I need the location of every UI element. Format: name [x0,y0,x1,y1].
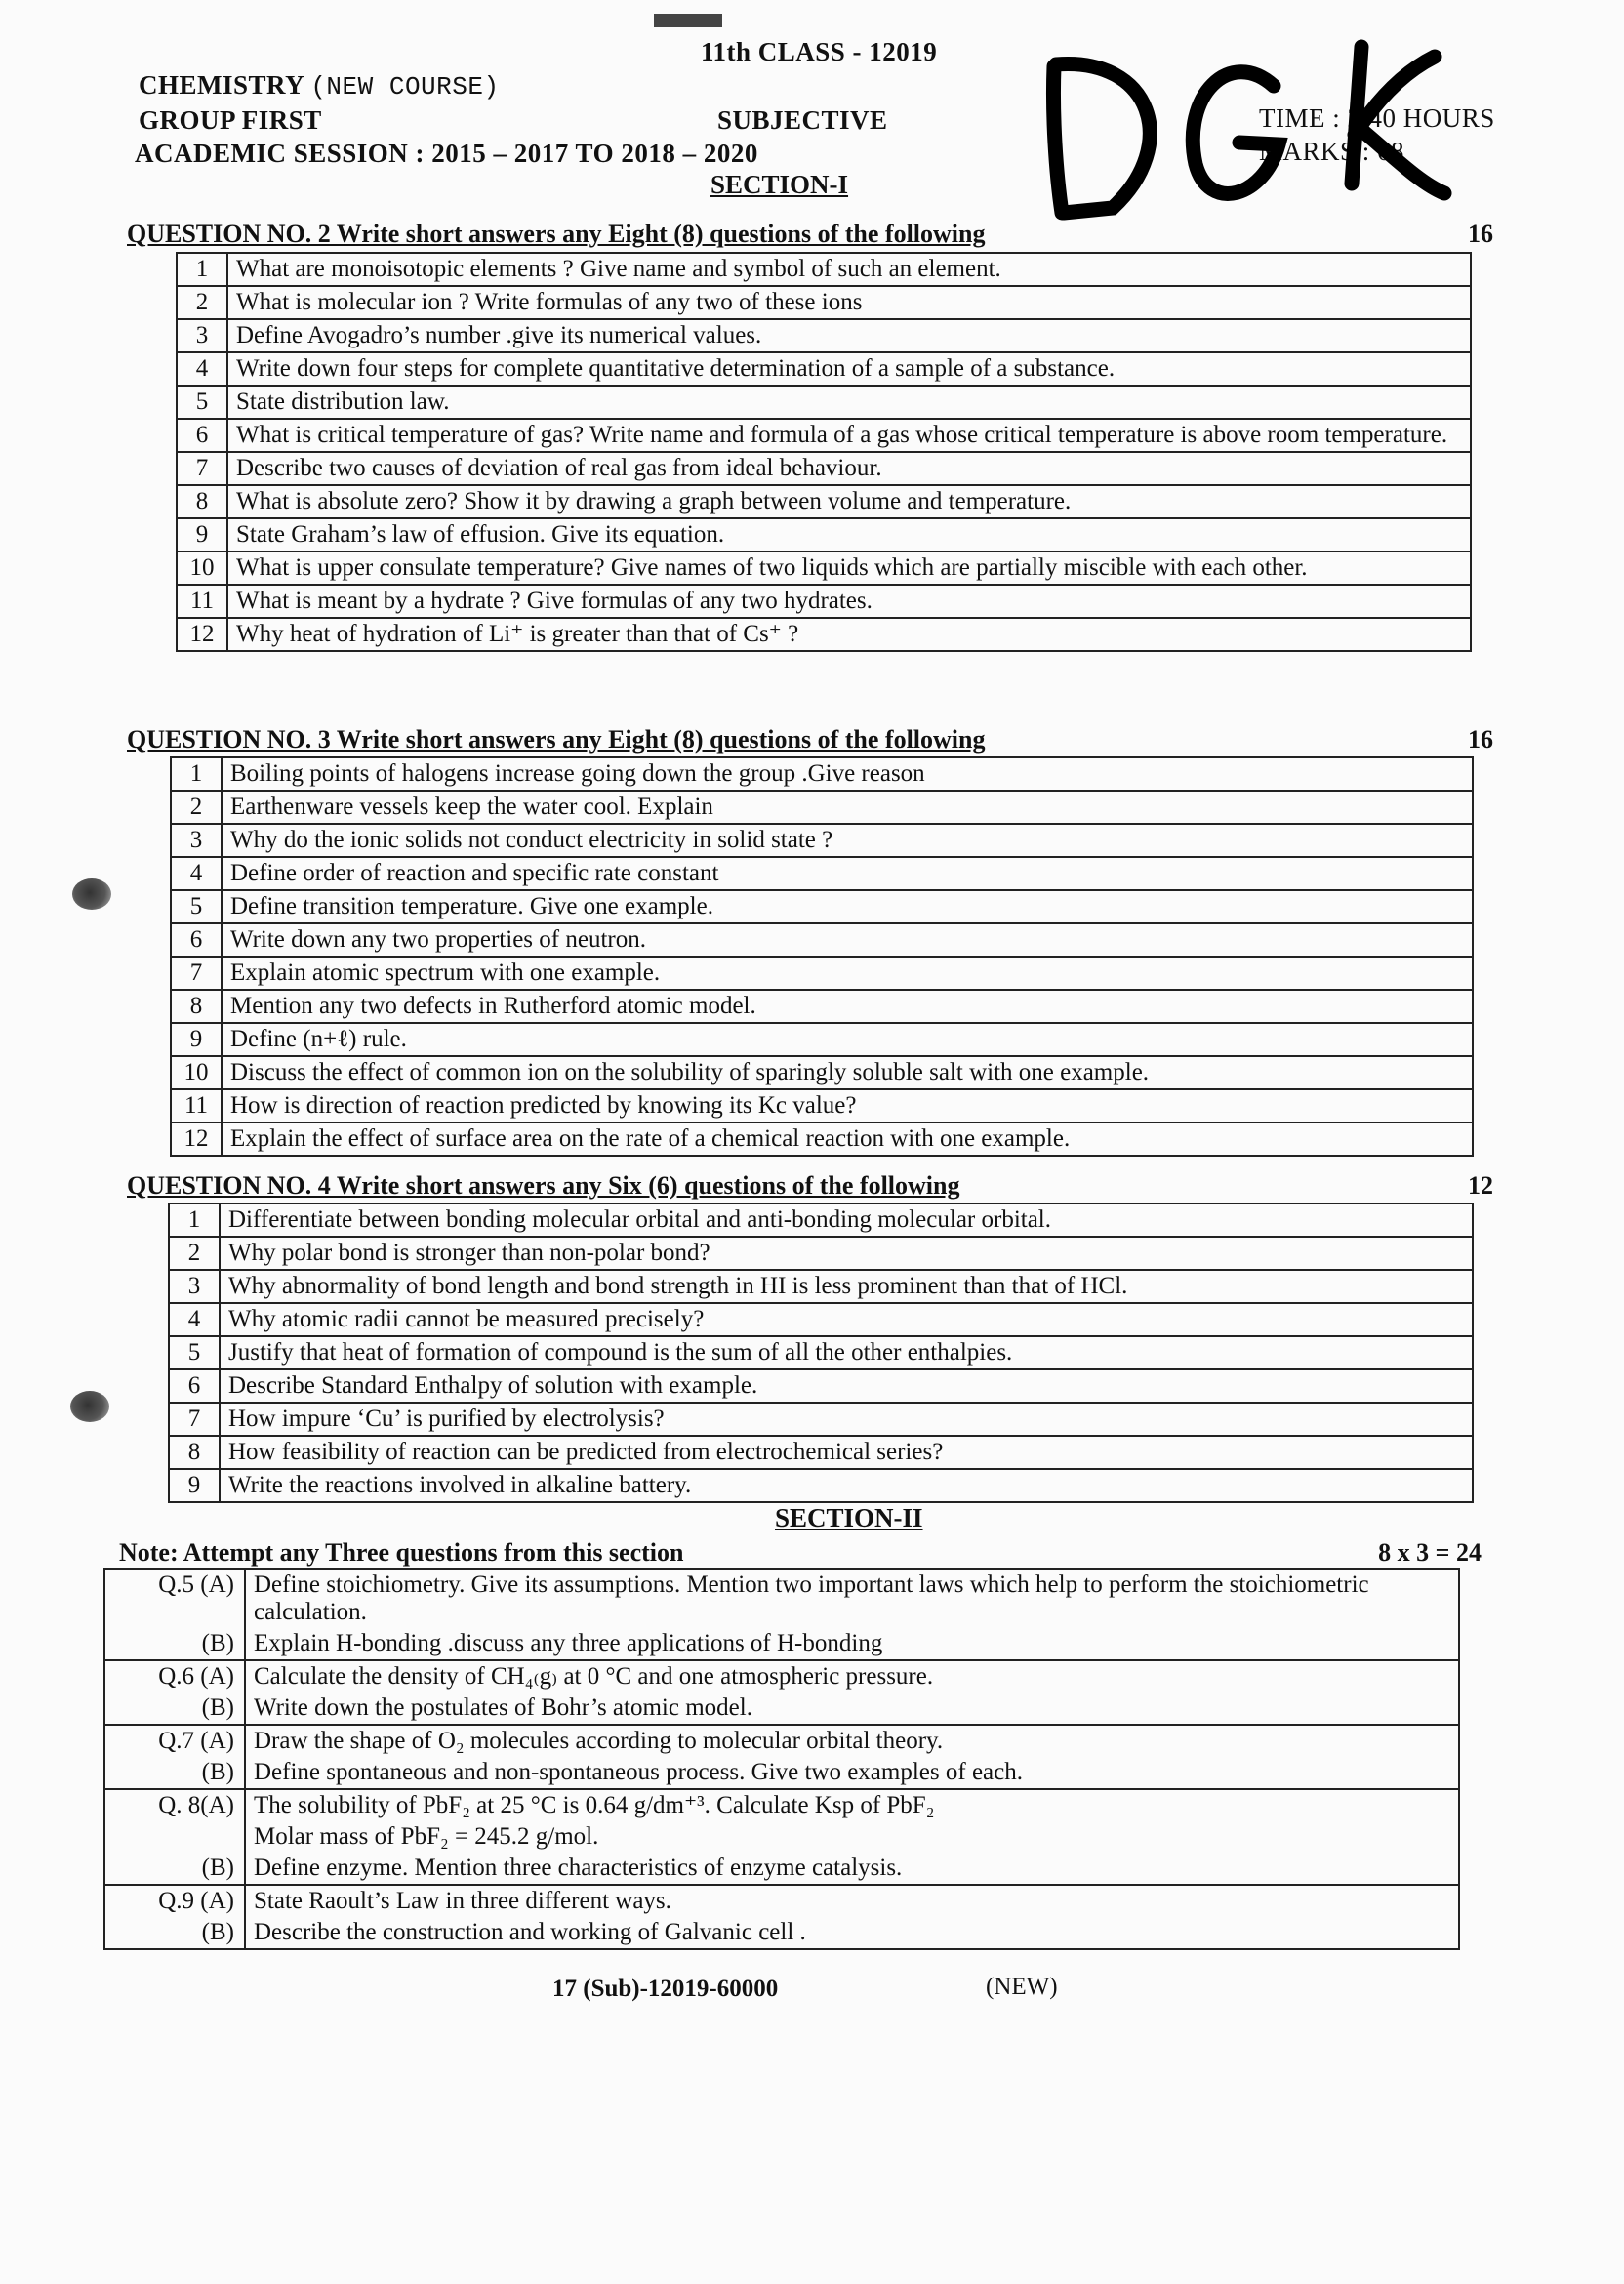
course-label: (NEW COURSE) [310,72,500,102]
question-number: 6 [177,419,227,452]
q4-table [168,1203,1474,1503]
question-number: Q.5 (A) [104,1569,245,1628]
section-1-title: SECTION-I [710,170,849,199]
question-text: Define stoichiometry. Give its assumptions. Mention two important laws which help to perform the stoichiometric calculation. [245,1569,1459,1628]
q2-marks: 16 [1468,220,1493,248]
q3-heading [127,725,1493,755]
q3-row [171,1023,1473,1056]
section-2-table [103,1568,1460,1950]
paper-code: 17 (Sub)-12019-60000 [552,1976,779,2002]
section2-row [104,1569,1459,1628]
question-number: 3 [171,824,222,857]
q3-row [171,824,1473,857]
question-text: Differentiate between bonding molecular orbital and anti-bonding molecular orbital. [220,1203,1473,1237]
section-2-note [119,1538,1482,1568]
q3-row [171,923,1473,957]
q2-row [177,419,1471,452]
question-text: Why polar bond is stronger than non-polar bond? [220,1237,1473,1270]
q2-row [177,352,1471,386]
question-text: Describe Standard Enthalpy of solution with example. [220,1369,1473,1403]
q2-row [177,253,1471,286]
question-text: State distribution law. [227,386,1471,419]
question-text: Define enzyme. Mention three characteristics of enzyme catalysis. [245,1853,1459,1885]
paper-tag: (NEW) [986,1974,1058,2000]
question-text: Why atomic radii cannot be measured precisely? [220,1303,1473,1336]
handwritten-stamp [1035,27,1454,223]
q4-row [169,1237,1473,1270]
question-number: 4 [169,1303,220,1336]
question-text: Write down any two properties of neutron. [222,923,1473,957]
q4-row [169,1436,1473,1469]
section2-row [104,1853,1459,1885]
q2-row [177,452,1471,485]
q4-row [169,1403,1473,1436]
question-number: 1 [169,1203,220,1237]
question-text: Why heat of hydration of Li⁺ is greater than that of Cs⁺ ? [227,618,1471,651]
q4-row [169,1303,1473,1336]
question-text: What is absolute zero? Show it by drawing a graph between volume and temperature. [227,485,1471,518]
q4-row [169,1270,1473,1303]
question-text: Molar mass of PbF₂ = 245.2 g/mol. [245,1821,1459,1853]
question-number: 6 [169,1369,220,1403]
q3-row [171,1089,1473,1122]
q4-heading [127,1171,1493,1201]
question-text: Mention any two defects in Rutherford atomic model. [222,990,1473,1023]
section2-row [104,1789,1459,1821]
section2-row [104,1917,1459,1949]
section2-row [104,1821,1459,1853]
subject-name: CHEMISTRY [139,70,304,100]
section2-row [104,1693,1459,1725]
punch-hole [72,878,111,910]
question-number: 12 [171,1122,222,1156]
question-text: How is direction of reaction predicted by knowing its Kc value? [222,1089,1473,1122]
q2-heading-text: QUESTION NO. 2 Write short answers any Eight (8) questions of the following [127,220,986,248]
question-number: 10 [177,551,227,585]
section-2-marks: 8 x 3 = 24 [1378,1538,1482,1567]
question-number: (B) [104,1693,245,1725]
section2-row [104,1628,1459,1660]
question-text: Write down the postulates of Bohr’s atomic model. [245,1693,1459,1725]
question-number: 4 [171,857,222,890]
question-number: 9 [171,1023,222,1056]
question-text: How impure ‘Cu’ is purified by electrolysis? [220,1403,1473,1436]
q3-table [170,756,1474,1157]
question-number: 10 [171,1056,222,1089]
section-2-title: SECTION-II [775,1503,923,1532]
q2-row [177,585,1471,618]
section2-row [104,1885,1459,1917]
question-number: (B) [104,1853,245,1885]
class-line: 11th CLASS - 12019 [701,37,938,66]
q3-row [171,857,1473,890]
question-number: 5 [169,1336,220,1369]
question-text: Explain H-bonding .discuss any three applications of H-bonding [245,1628,1459,1660]
question-text: What is upper consulate temperature? Give names of two liquids which are partially miscible with each other. [227,551,1471,585]
marks-label: MARKS : 68 [1259,137,1405,166]
question-number: 9 [169,1469,220,1502]
question-text: What is critical temperature of gas? Write name and formula of a gas whose critical temperature is above room temperature. [227,419,1471,452]
question-number: (B) [104,1917,245,1949]
q4-row [169,1203,1473,1237]
scan-mark [654,14,722,27]
question-text: Why abnormality of bond length and bond strength in HI is less prominent than that of HCl. [220,1270,1473,1303]
question-number: Q.6 (A) [104,1660,245,1693]
question-text: Define spontaneous and non-spontaneous process. Give two examples of each. [245,1757,1459,1789]
question-number: 8 [171,990,222,1023]
question-text: Earthenware vessels keep the water cool. Explain [222,791,1473,824]
question-text: Discuss the effect of common ion on the solubility of sparingly soluble salt with one example. [222,1056,1473,1089]
q2-table [176,252,1472,652]
punch-hole [70,1391,109,1422]
question-text: State Graham’s law of effusion. Give its equation. [227,518,1471,551]
question-number: Q. 8(A) [104,1789,245,1821]
q3-row [171,1056,1473,1089]
q3-row [171,957,1473,990]
question-number: 5 [171,890,222,923]
question-number: 7 [169,1403,220,1436]
q2-row [177,386,1471,419]
question-text: Define transition temperature. Give one example. [222,890,1473,923]
section2-row [104,1725,1459,1757]
question-number: 3 [169,1270,220,1303]
question-number: 11 [171,1089,222,1122]
subject-title [139,70,500,102]
q3-row [171,890,1473,923]
q3-row [171,791,1473,824]
q4-row [169,1369,1473,1403]
question-text: How feasibility of reaction can be predicted from electrochemical series? [220,1436,1473,1469]
question-text: Calculate the density of CH₄₍g₎ at 0 °C and one atmospheric pressure. [245,1660,1459,1693]
q4-row [169,1469,1473,1502]
q2-row [177,286,1471,319]
q2-row [177,485,1471,518]
q2-row [177,618,1471,651]
q4-heading-text: QUESTION NO. 4 Write short answers any Six (6) questions of the following [127,1171,960,1200]
question-text: What are monoisotopic elements ? Give name and symbol of such an element. [227,253,1471,286]
q3-row [171,990,1473,1023]
question-text: Justify that heat of formation of compound is the sum of all the other enthalpies. [220,1336,1473,1369]
question-number: 7 [177,452,227,485]
q3-heading-text: QUESTION NO. 3 Write short answers any Eight (8) questions of the following [127,725,986,754]
question-number: Q.9 (A) [104,1885,245,1917]
question-number: 7 [171,957,222,990]
question-text: Describe two causes of deviation of real gas from ideal behaviour. [227,452,1471,485]
time-label: TIME : 2:40 HOURS [1259,103,1495,133]
question-number: 9 [177,518,227,551]
question-number: 8 [169,1436,220,1469]
q3-marks: 16 [1468,725,1493,754]
q2-heading [127,220,1493,249]
question-number: 1 [177,253,227,286]
question-text: State Raoult’s Law in three different ways. [245,1885,1459,1917]
question-text: Define order of reaction and specific rate constant [222,857,1473,890]
question-number: (B) [104,1757,245,1789]
question-text: Draw the shape of O₂ molecules according to molecular orbital theory. [245,1725,1459,1757]
question-number: 2 [169,1237,220,1270]
question-text: Define Avogadro’s number .give its numerical values. [227,319,1471,352]
question-number: 11 [177,585,227,618]
question-number: 2 [171,791,222,824]
question-text: Write the reactions involved in alkaline battery. [220,1469,1473,1502]
question-number: Q.7 (A) [104,1725,245,1757]
question-number: 6 [171,923,222,957]
question-number: 1 [171,757,222,791]
question-number [104,1821,245,1853]
question-text: The solubility of PbF₂ at 25 °C is 0.64 g/dm⁺³. Calculate Ksp of PbF₂ [245,1789,1459,1821]
section-2-note-text: Note: Attempt any Three questions from this section [119,1538,684,1567]
session-label: ACADEMIC SESSION : 2015 – 2017 TO 2018 – 2020 [135,139,758,168]
question-text: What is molecular ion ? Write formulas of any two of these ions [227,286,1471,319]
question-text: What is meant by a hydrate ? Give formulas of any two hydrates. [227,585,1471,618]
section2-row [104,1757,1459,1789]
question-number: (B) [104,1628,245,1660]
q4-row [169,1336,1473,1369]
q2-row [177,518,1471,551]
q4-marks: 12 [1468,1171,1493,1200]
question-number: 12 [177,618,227,651]
paper-type: SUBJECTIVE [717,105,888,135]
question-text: Write down four steps for complete quantitative determination of a sample of a substance. [227,352,1471,386]
q3-row [171,757,1473,791]
question-text: Why do the ionic solids not conduct electricity in solid state ? [222,824,1473,857]
question-number: 4 [177,352,227,386]
question-text: Define (n+ℓ) rule. [222,1023,1473,1056]
q2-row [177,319,1471,352]
question-text: Explain atomic spectrum with one example. [222,957,1473,990]
question-number: 8 [177,485,227,518]
section2-row [104,1660,1459,1693]
question-number: 2 [177,286,227,319]
question-text: Boiling points of halogens increase going down the group .Give reason [222,757,1473,791]
group-label: GROUP FIRST [139,105,322,135]
q3-row [171,1122,1473,1156]
question-text: Describe the construction and working of Galvanic cell . [245,1917,1459,1949]
question-number: 5 [177,386,227,419]
q2-row [177,551,1471,585]
question-text: Explain the effect of surface area on the rate of a chemical reaction with one example. [222,1122,1473,1156]
question-number: 3 [177,319,227,352]
